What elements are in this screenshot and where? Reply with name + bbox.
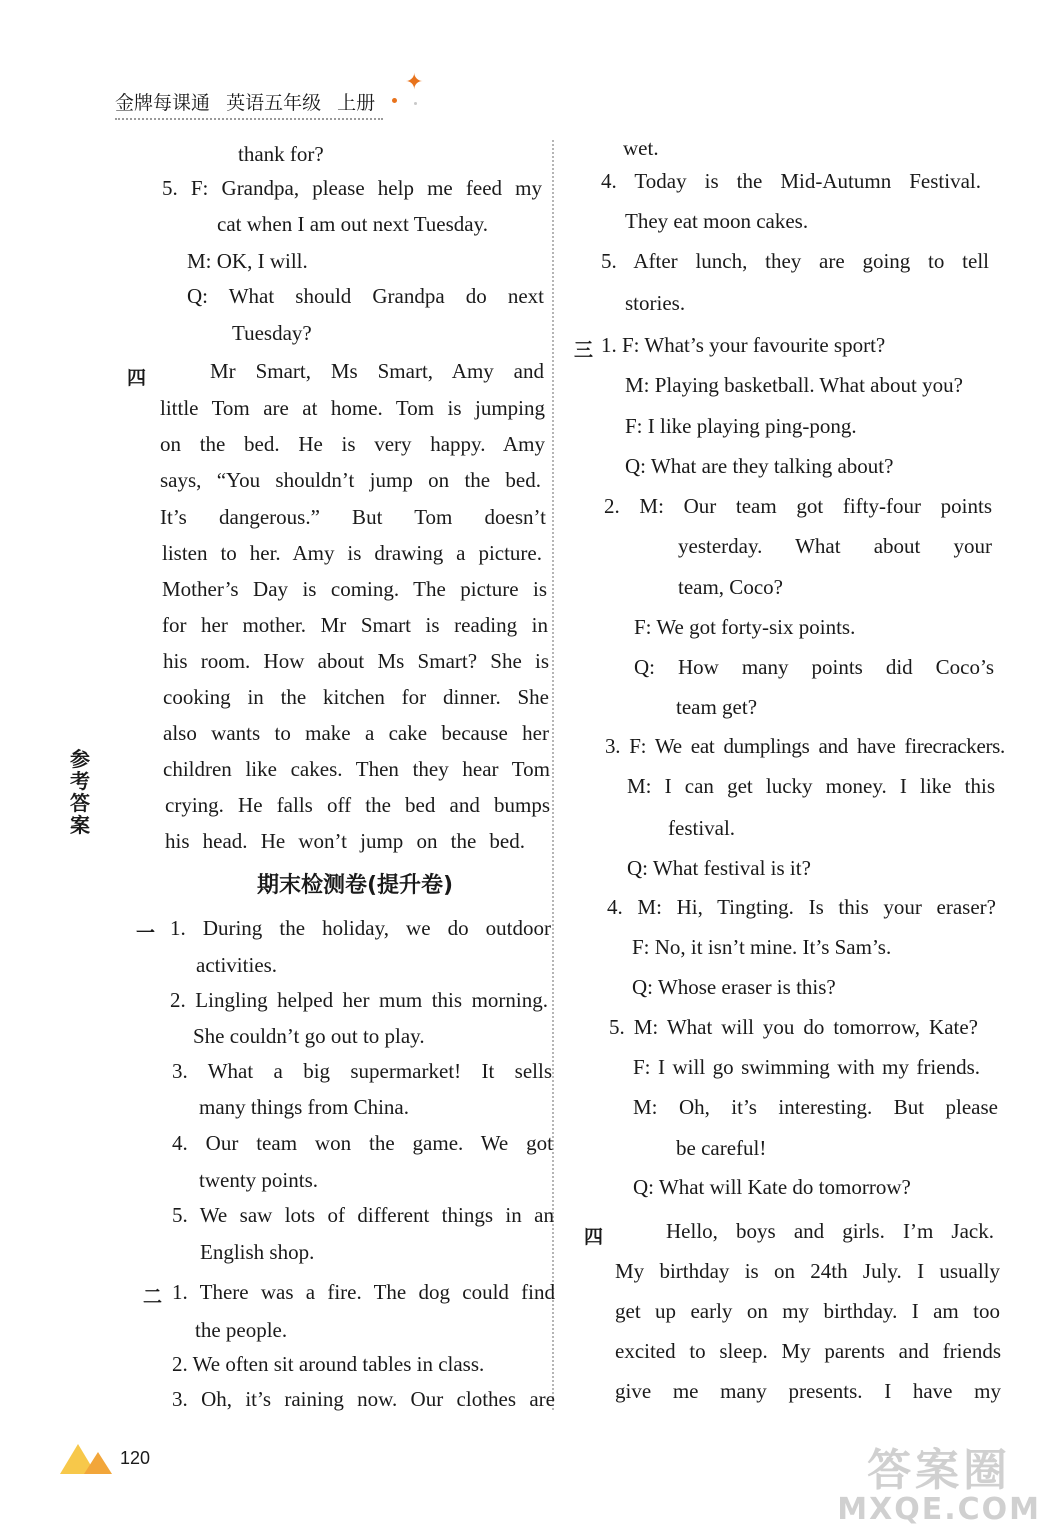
text-line: 2. M: Our team got fifty-four points (604, 494, 992, 518)
text-line: also wants to make a cake because her (163, 721, 549, 745)
text-line: Q: What will Kate do tomorrow? (633, 1175, 911, 1199)
text-line: crying. He falls off the bed and bumps (165, 793, 550, 817)
section-marker: 四 (127, 367, 147, 389)
section-marker: 三 (574, 339, 594, 361)
text-line: give me many presents. I have my (615, 1379, 1001, 1403)
text-line: yesterday. What about your (678, 534, 992, 558)
page-header (115, 88, 385, 115)
text-line: cooking in the kitchen for dinner. She (163, 685, 549, 709)
text-line: Hello, boys and girls. I’m Jack. (666, 1219, 994, 1243)
text-line: festival. (668, 816, 736, 840)
text-line: She couldn’t go out to play. (193, 1024, 425, 1048)
text-line: 4. Today is the Mid-Autumn Festival. (601, 169, 981, 193)
text-line: Tuesday? (232, 321, 312, 345)
text-line: 1. During the holiday, we do outdoor (170, 916, 551, 940)
text-line: thank for? (238, 142, 324, 166)
text-line: cat when I am out next Tuesday. (217, 212, 489, 236)
star-icon: ✦ (405, 70, 424, 95)
text-line: his room. How about Ms Smart? She is (163, 649, 549, 673)
text-line: 1. F: What’s your favourite sport? (601, 333, 886, 357)
text-line: team get? (676, 695, 758, 719)
book-series: 金牌每课通 (115, 92, 211, 114)
watermark-site: MXQE.COM (837, 1492, 1041, 1527)
text-line: M: Playing basketball. What about you? (625, 373, 963, 397)
text-line: activities. (196, 953, 278, 977)
text-line: team, Coco? (678, 575, 783, 599)
text-line: get up early on my birthday. I am too (615, 1299, 1000, 1323)
text-line: 5. F: Grandpa, please help me feed my (162, 176, 542, 200)
header-divider (115, 118, 383, 120)
watermark (837, 1445, 1041, 1527)
side-label: 参考答案 (70, 747, 90, 837)
text-line: They eat moon cakes. (625, 209, 809, 233)
text-line: stories. (625, 291, 686, 315)
watermark-logo: 答案圈 (867, 1445, 1012, 1496)
text-line: the people. (195, 1318, 288, 1342)
book-subject: 英语五年级 (226, 92, 322, 114)
section-marker: 一 (136, 922, 156, 944)
text-line: children like cakes. Then they hear Tom (163, 757, 550, 781)
text-line: Mr Smart, Ms Smart, Amy and (210, 359, 544, 383)
text-line: 3. F: We eat dumplings and have firecrackers. (605, 734, 1005, 758)
text-line: wet. (623, 136, 659, 160)
section-marker: 二 (143, 1286, 163, 1308)
text-line: 5. After lunch, they are going to tell (601, 249, 989, 273)
text-line: says, “You shouldn’t jump on the bed. (160, 468, 541, 492)
text-line: be careful! (676, 1136, 767, 1160)
text-line: many things from China. (199, 1095, 409, 1119)
text-line: 5. M: What will you do tomorrow, Kate? (609, 1015, 978, 1039)
text-line: F: No, it isn’t mine. It’s Sam’s. (632, 935, 892, 959)
text-line: 1. There was a fire. The dog could find (172, 1280, 555, 1304)
text-line: 3. Oh, it’s raining now. Our clothes are (172, 1387, 555, 1411)
text-line: 5. We saw lots of different things in an (172, 1203, 554, 1227)
text-line: Q: Whose eraser is this? (632, 975, 836, 999)
text-line: My birthday is on 24th July. I usually (615, 1259, 1000, 1283)
text-line: F: I like playing ping-pong. (625, 414, 857, 438)
text-line: M: Oh, it’s interesting. But please (633, 1095, 998, 1119)
text-line: excited to sleep. My parents and friends (615, 1339, 1001, 1363)
text-line: M: OK, I will. (187, 249, 308, 273)
text-line: Mother’s Day is coming. The picture is (162, 577, 547, 601)
text-line: It’s dangerous.” But Tom doesn’t (160, 505, 546, 529)
exam-title: 期末检测卷(提升卷) (256, 873, 454, 898)
text-line: 3. What a big supermarket! It sells (172, 1059, 552, 1083)
text-line: twenty points. (199, 1168, 318, 1192)
text-line: 4. Our team won the game. We got (172, 1131, 553, 1155)
text-line: Q: What should Grandpa do next (187, 284, 544, 308)
book-volume: 上册 (337, 92, 376, 114)
text-line: his head. He won’t jump on the bed. (165, 829, 525, 853)
text-line: F: We got forty-six points. (634, 615, 856, 639)
text-line: 4. M: Hi, Tingting. Is this your eraser? (607, 895, 996, 919)
text-line: English shop. (200, 1240, 315, 1264)
section-marker: 四 (584, 1226, 604, 1248)
text-line: Q: What festival is it? (627, 856, 811, 880)
text-line: little Tom are at home. Tom is jumping (160, 396, 545, 420)
dot-icon (392, 98, 397, 103)
triangle-icon (84, 1452, 112, 1474)
page-number: 120 (120, 1448, 151, 1468)
text-line: 2. Lingling helped her mum this morning. (170, 988, 548, 1012)
text-line: 2. We often sit around tables in class. (172, 1352, 485, 1376)
text-line: F: I will go swimming with my friends. (633, 1055, 980, 1079)
text-line: for her mother. Mr Smart is reading in (162, 613, 548, 637)
text-line: Q: What are they talking about? (625, 454, 894, 478)
text-line: M: I can get lucky money. I like this (627, 774, 995, 798)
text-line: on the bed. He is very happy. Amy (160, 432, 545, 456)
text-line: Q: How many points did Coco’s (634, 655, 994, 679)
dot-icon (414, 102, 417, 105)
text-line: listen to her. Amy is drawing a picture. (162, 541, 542, 565)
